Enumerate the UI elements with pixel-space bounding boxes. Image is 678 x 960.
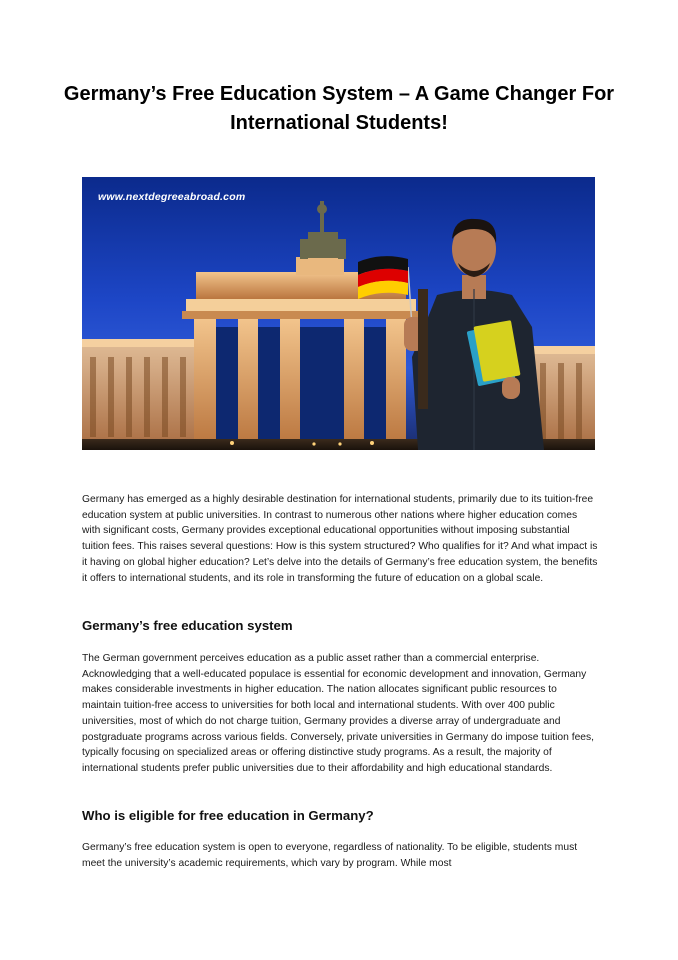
section-paragraph-eligibility: Germany’s free education system is open to everyone, regardless of nationality. To be eligible, students must meet the university’s academic requirements, which vary by program. While most bbox=[82, 842, 578, 869]
watermark-url: www.nextdegreeabroad.com bbox=[98, 191, 246, 203]
student-figure bbox=[404, 219, 544, 450]
page-title: Germany’s Free Education System – A Game Changer For International Students! bbox=[63, 83, 615, 134]
intro-paragraph: Germany has emerged as a highly desirable destination for international students, primarily due to its tuition-free education system at public universities. In contrast to numerous other nations where higher education comes with significant costs, Germany provides exceptional educational opportunities without imposing substantial tuition fees. This raises several questions: How is this system structured? Who qualifies for it? And what impact is it having on global higher education? Let’s delve into the details of Germany’s free education system, the benefits it offers to international students, and its role in transforming the future of education on a global scale. bbox=[82, 494, 598, 584]
hero-image bbox=[82, 177, 595, 450]
quadriga bbox=[300, 201, 346, 259]
section-paragraph-free-education-system: The German government perceives education as a public asset rather than a commercial enterprise. Acknowledging that a well-educated populace is essential for economic development and innovation, Germany makes considerable investments in higher education. The nation allocates significant public resources to maintain tuition-free access to universities for both local and international students. With over 400 public universities, most of which do not charge tuition, Germany provides a diverse array of undergraduate and postgraduate programs across various fields. Conversely, private universities in Germany do impose tuition fees, typically focusing on specialized areas or offering distinctive study programs. As a result, the majority of international students prefer public universities due to their affordability and high educational standards. bbox=[82, 653, 595, 774]
brandenburg-gate-illustration bbox=[82, 177, 595, 450]
section-heading-free-education-system: Germany’s free education system bbox=[82, 618, 293, 633]
left-building bbox=[82, 345, 194, 450]
section-heading-eligibility: Who is eligible for free education in Germany? bbox=[82, 808, 374, 823]
